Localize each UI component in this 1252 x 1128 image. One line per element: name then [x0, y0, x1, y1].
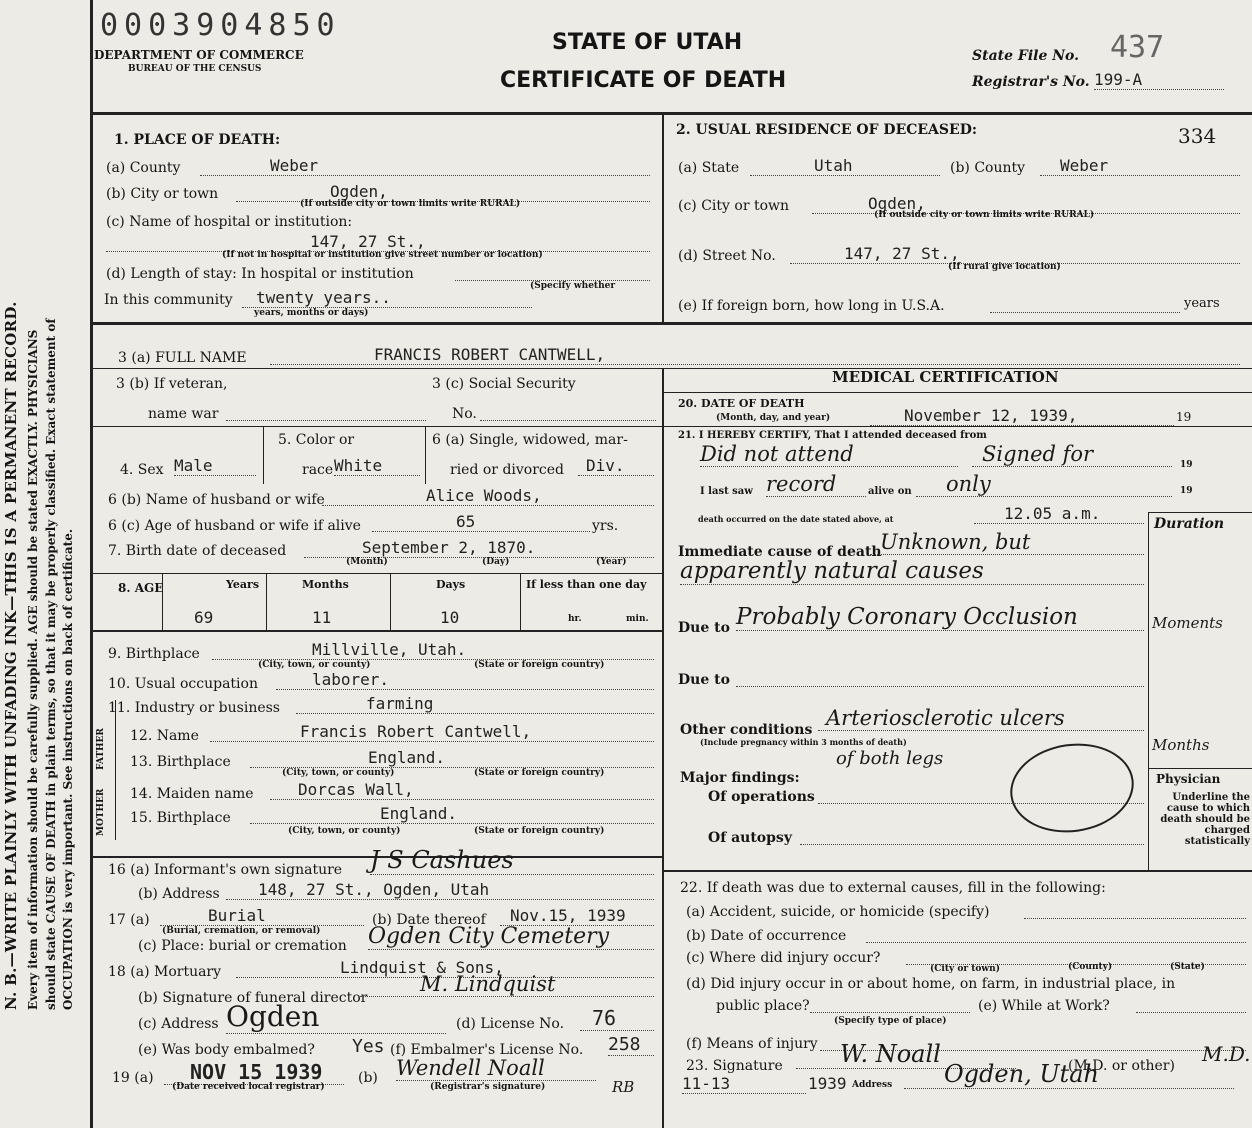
burial-label: 17 (a) [108, 912, 150, 928]
certificate-title: CERTIFICATE OF DEATH [500, 68, 787, 93]
signature-date-prefix: 11-13 [682, 1074, 806, 1094]
medical-heading: MEDICAL CERTIFICATION [832, 368, 1059, 386]
embalmed-value: Yes [352, 1036, 385, 1057]
due-to-2-label: Due to [678, 672, 730, 688]
registrar-note: (Registrar's signature) [430, 1082, 546, 1092]
immediate-cause-value-1: Unknown, but [870, 530, 1144, 555]
external-c-county: (County) [1068, 962, 1113, 972]
sex-label: 4. Sex [120, 462, 164, 478]
major-findings-label: Major findings: [680, 770, 800, 786]
age-years-value: 69 [194, 608, 214, 627]
father-city-note: (City, town, or county) [282, 768, 395, 778]
last-saw-value: record [766, 472, 866, 497]
race-label: race [302, 462, 334, 478]
certify-text: 21. I HEREBY CERTIFY, That I attended deceased from [678, 430, 987, 441]
age-days-header: Days [436, 578, 466, 591]
bureau: BUREAU OF THE CENSUS [128, 64, 262, 74]
full-name-value: FRANCIS ROBERT CANTWELL, [270, 345, 1240, 365]
ss-label: 3 (c) Social Security [432, 376, 576, 392]
signature-23-label: 23. Signature [686, 1058, 783, 1074]
director-label: (b) Signature of funeral director [138, 990, 368, 1006]
burial-date-label: (b) Date thereof [372, 912, 486, 928]
registrar-value: 199-A [1094, 70, 1224, 90]
signature-address-value: Ogden, Utah [904, 1060, 1234, 1089]
external-f: (f) Means of injury [686, 1036, 818, 1052]
marital-label-1: 6 (a) Single, widowed, mar- [432, 432, 628, 448]
pod-community-value: twenty years.. [242, 288, 532, 308]
burial-date-value: Nov.15, 1939 [500, 906, 654, 926]
birthplace-value: Millville, Utah. [212, 640, 654, 660]
ss-no-label: No. [452, 406, 477, 422]
res-state-value: Utah [750, 156, 940, 176]
received-stamp: NOV 15 1939 [164, 1060, 344, 1085]
pod-hospital-label: (c) Name of hospital or institution: [106, 214, 353, 230]
frame-left [90, 0, 93, 1128]
informant-address-label: (b) Address [138, 886, 220, 902]
pod-ymd: years, months or days) [254, 308, 369, 318]
header-divider [90, 112, 1252, 115]
external-d-note: (Specify type of place) [834, 1016, 947, 1026]
pod-community-label: In this community [104, 292, 233, 308]
margin-line-4: OCCUPATION is very important. See instructions on back of certificate. [61, 528, 75, 1010]
mortuary-label: 18 (a) Mortuary [108, 964, 222, 980]
margin-instructions [2, 110, 20, 1010]
pod-city-value: Ogden, [236, 182, 650, 202]
burial-value: Burial [160, 906, 364, 926]
informant-sig-label: 16 (a) Informant's own signature [108, 862, 343, 878]
other-conditions-value-2: of both legs [836, 748, 944, 769]
birthplace-label: 9. Birthplace [108, 646, 200, 662]
embalmed-label: (e) Was body embalmed? [138, 1042, 315, 1058]
external-d-2: public place? [716, 998, 810, 1014]
external-e: (e) While at Work? [978, 998, 1110, 1014]
date-of-death-value: November 12, 1939, [870, 406, 1174, 426]
mother-city-note: (City, town, or county) [288, 826, 401, 836]
mother-maiden-value: Dorcas Wall, [270, 780, 654, 800]
physician-header: Physician [1156, 772, 1221, 786]
pod-county-value: Weber [200, 156, 650, 176]
mother-birthplace-value: England. [250, 804, 654, 824]
birth-date-label: 7. Birth date of deceased [108, 543, 287, 559]
mortuary-value: Lindquist & Sons, [236, 958, 654, 978]
serial-number: 0003904850 [100, 8, 341, 43]
res-street-note: (If rural give location) [948, 262, 1061, 272]
license-label: (d) License No. [456, 1016, 565, 1032]
external-c-state: (State) [1170, 962, 1205, 972]
age-min: min. [626, 614, 649, 624]
res-foreign-label: (e) If foreign born, how long in U.S.A. [678, 298, 945, 314]
certify-19-b: 19 [1180, 486, 1193, 496]
race-value: White [334, 456, 420, 476]
res-years: years [1184, 296, 1220, 311]
marital-value: Div. [578, 456, 654, 476]
external-c: (c) Where did injury occur? [686, 950, 881, 966]
date-of-death-19: 19 [1176, 410, 1192, 424]
father-side-label: FATHER [96, 728, 106, 770]
spouse-value: Alice Woods, [322, 486, 654, 506]
handwritten-circle-mark [1004, 736, 1139, 840]
father-name-value: Francis Robert Cantwell, [210, 722, 654, 742]
signature-address-label: Address [852, 1080, 893, 1090]
mother-state-note: (State or foreign country) [474, 826, 605, 836]
res-street-value: 147, 27 St., [790, 244, 1240, 264]
external-a: (a) Accident, suicide, or homicide (specify) [686, 904, 990, 920]
immediate-cause-label: Immediate cause of death [678, 544, 882, 560]
age-months-header: Months [302, 578, 349, 591]
of-autopsy-label: Of autopsy [708, 830, 792, 846]
immediate-cause-value-2: apparently natural causes [680, 558, 1144, 585]
res-city-label: (c) City or town [678, 198, 790, 214]
veteran-label: 3 (b) If veteran, [116, 376, 228, 392]
state-file-label: State File No. [972, 48, 1080, 64]
certify-value-2: Signed for [972, 442, 1172, 467]
external-heading: 22. If death was due to external causes, fill in the following: [680, 880, 1106, 896]
last-saw-label: I last saw [700, 486, 753, 497]
margin-line-3: should state CAUSE OF DEATH in plain terms, so that it may be properly classified. Exact statement of [44, 318, 58, 1010]
pod-length-label: (d) Length of stay: In hospital or institution [106, 266, 414, 282]
pod-city-note: (If outside city or town limits write RURAL) [300, 199, 521, 209]
column-divider-top [662, 112, 664, 322]
date-of-death-sub: (Month, day, and year) [716, 413, 831, 423]
pod-specify: (Specify whether [530, 281, 616, 291]
received-b-label: (b) [358, 1070, 378, 1086]
registrar-initials: RB [612, 1078, 635, 1096]
registrar-label: Registrar's No. [972, 74, 1090, 90]
mortuary-address-value: Ogden [226, 1000, 446, 1034]
occurred-label: death occurred on the date stated above, at [698, 514, 894, 524]
marital-label-2: ried or divorced [450, 462, 564, 478]
age-months-value: 11 [312, 608, 332, 627]
burial-place-value: Ogden City Cemetery [368, 924, 654, 950]
occupation-value: laborer. [276, 670, 654, 690]
age-less-header: If less than one day [526, 578, 647, 591]
mortuary-address-label: (c) Address [138, 1016, 219, 1032]
due-to-1-value: Probably Coronary Occlusion [736, 604, 1144, 631]
sex-value: Male [174, 456, 256, 476]
mother-maiden-label: 14. Maiden name [130, 786, 254, 802]
age-years-header: Years [226, 578, 260, 591]
place-of-death-heading: 1. PLACE OF DEATH: [114, 132, 281, 148]
physician-signature: W. Noall [796, 1040, 1016, 1069]
res-state-label: (a) State [678, 160, 740, 176]
name-war-label: name war [148, 406, 219, 422]
residence-corner-number: 334 [1178, 124, 1217, 148]
other-conditions-duration: Months [1152, 736, 1210, 754]
signature-date-year: 1939 [808, 1074, 847, 1093]
director-signature: M. Lindquist [360, 972, 654, 997]
yrs-label: yrs. [592, 518, 619, 534]
birth-year-note: (Year) [596, 557, 627, 567]
md-value: M.D. [1202, 1042, 1251, 1066]
alive-on-label: alive on [868, 486, 912, 497]
color-label: 5. Color or [278, 432, 355, 448]
state-title: STATE OF UTAH [552, 30, 743, 55]
certify-19-a: 19 [1180, 460, 1193, 470]
spouse-label: 6 (b) Name of husband or wife [108, 492, 325, 508]
margin-line-1: N. B.—WRITE PLAINLY WITH UNFADING INK—THIS IS A PERMANENT RECORD. [2, 301, 20, 1010]
birthplace-state-note: (State or foreign country) [474, 660, 605, 670]
license-value: 76 [580, 1006, 654, 1031]
other-conditions-label: Other conditions [680, 722, 813, 738]
state-file-value: 437 [1110, 30, 1165, 65]
res-city-value: Ogden, [812, 194, 1240, 214]
age-label: 8. AGE [118, 581, 164, 595]
father-birthplace-value: England. [250, 748, 654, 768]
spouse-age-value: 65 [372, 512, 590, 532]
age-days-value: 10 [440, 608, 460, 627]
residence-heading: 2. USUAL RESIDENCE OF DECEASED: [676, 122, 978, 138]
res-street-label: (d) Street No. [678, 248, 776, 264]
father-name-label: 12. Name [130, 728, 199, 744]
external-b: (b) Date of occurrence [686, 928, 847, 944]
father-state-note: (State or foreign country) [474, 768, 605, 778]
certify-value-1: Did not attend [700, 442, 958, 467]
margin-line-2: Every item of information should be carefully supplied. AGE should be stated EXACTLY. PHYSICIANS [26, 329, 40, 1010]
birthplace-city-note: (City, town, or county) [258, 660, 371, 670]
emb-license-label: (f) Embalmer's License No. [390, 1042, 584, 1058]
birth-day-note: (Day) [482, 557, 510, 567]
pod-county-label: (a) County [106, 160, 181, 176]
external-d-1: (d) Did injury occur in or about home, on farm, in industrial place, in [686, 976, 1176, 992]
registrar-signature: Wendell Noall [396, 1056, 596, 1081]
mother-side-label: MOTHER [96, 788, 106, 836]
industry-label: 11. Industry or business [108, 700, 280, 716]
time-value: 12.05 a.m. [974, 504, 1144, 524]
informant-address-value: 148, 27 St., Ogden, Utah [226, 880, 654, 900]
age-hr: hr. [568, 614, 582, 624]
pod-hospital-note: (If not in hospital or institution give street number or location) [222, 250, 543, 260]
received-label: 19 (a) [112, 1070, 154, 1086]
birth-date-value: September 2, 1870. [304, 538, 654, 558]
due-to-1-duration: Moments [1152, 614, 1223, 632]
burial-note: (Burial, cremation, or removal) [162, 926, 321, 936]
date-of-death-label: 20. DATE OF DEATH [678, 397, 805, 410]
emb-license-value: 258 [608, 1034, 654, 1056]
spouse-age-label: 6 (c) Age of husband or wife if alive [108, 518, 361, 534]
column-divider-main [662, 368, 664, 1128]
res-county-label: (b) County [950, 160, 1026, 176]
pod-hospital-value: 147, 27 St., [106, 232, 650, 252]
physician-note: Underline the cause to which death should be charged statistically [1160, 792, 1250, 847]
mother-birthplace-label: 15. Birthplace [130, 810, 231, 826]
due-to-1-label: Due to [678, 620, 730, 636]
informant-signature: J S Cashues [370, 846, 654, 875]
father-birthplace-label: 13. Birthplace [130, 754, 231, 770]
res-county-value: Weber [1040, 156, 1240, 176]
full-name-label: 3 (a) FULL NAME [118, 350, 247, 366]
alive-on-value: only [916, 472, 1172, 497]
birth-month-note: (Month) [346, 557, 388, 567]
department: DEPARTMENT OF COMMERCE [94, 48, 304, 62]
pod-city-label: (b) City or town [106, 186, 219, 202]
res-city-note: (If outside city or town limits write RURAL) [874, 210, 1095, 220]
received-note: (Date received local registrar) [172, 1082, 325, 1092]
duration-header: Duration [1154, 516, 1225, 532]
of-operations-label: Of operations [708, 789, 815, 805]
external-c-city: (City or town) [930, 964, 1000, 974]
md-label: (M.D. or other) [1068, 1058, 1175, 1074]
burial-place-label: (c) Place: burial or cremation [138, 938, 347, 954]
other-conditions-value: Arteriosclerotic ulcers [818, 706, 1144, 731]
industry-value: farming [296, 694, 654, 714]
pregnancy-note: (Include pregnancy within 3 months of death) [700, 737, 907, 747]
occupation-label: 10. Usual occupation [108, 676, 258, 692]
